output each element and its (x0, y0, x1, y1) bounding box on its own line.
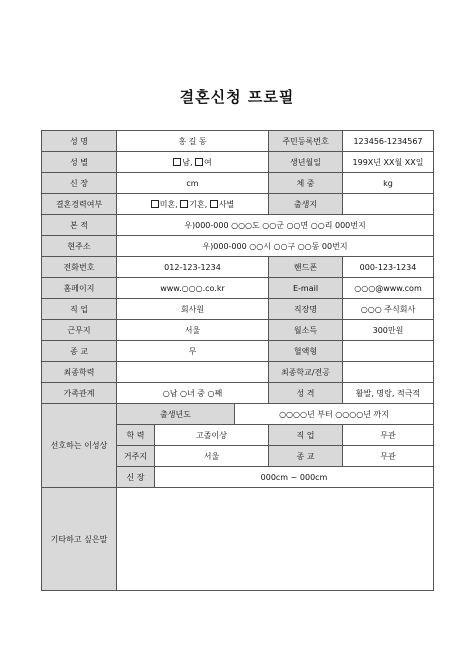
widowed-checkbox[interactable] (210, 200, 218, 208)
religion-value[interactable]: 무 (117, 341, 269, 362)
row-religion (42, 341, 434, 362)
male-checkbox[interactable] (173, 158, 181, 166)
weight-label: 체 중 (269, 173, 343, 194)
rrn-value[interactable]: 123456-1234567 (343, 131, 434, 152)
other-value[interactable] (117, 488, 434, 591)
family-label: 가족관계 (42, 383, 117, 404)
page-title: 결혼신청 프로필 (179, 88, 295, 106)
row-height (42, 173, 434, 194)
row-name (42, 131, 434, 152)
personality-label: 성 격 (269, 383, 343, 404)
row-phone (42, 257, 434, 278)
income-value[interactable]: 300만원 (343, 320, 434, 341)
row-address (42, 236, 434, 257)
blood-type-value[interactable] (343, 341, 434, 362)
homepage-label: 홈페이지 (42, 278, 117, 299)
ideal-residence-value[interactable]: 서울 (155, 446, 269, 467)
widowed-option-label: 사별 (218, 199, 235, 209)
birthplace-label: 출생지 (269, 194, 343, 215)
school-major-label: 최종학교/전공 (269, 362, 343, 383)
height-value[interactable]: cm (117, 173, 269, 194)
personality-value[interactable]: 활발, 명랑, 적극적 (343, 383, 434, 404)
single-option-label: 미혼, (159, 199, 181, 209)
ideal-birth-value[interactable]: ○○○○년 부터 ○○○○년 까지 (235, 404, 434, 425)
row-origin (42, 215, 434, 236)
birthplace-value[interactable] (343, 194, 434, 215)
education-value[interactable] (117, 362, 269, 383)
email-value[interactable]: ○○○@www.com (343, 278, 434, 299)
origin-label: 본 적 (42, 215, 117, 236)
ideal-religion-label: 종 교 (269, 446, 343, 467)
row-work (42, 320, 434, 341)
other-label: 기타하고 싶은말 (42, 488, 117, 591)
birthdate-value[interactable]: 199X년 XX월 XX일 (343, 152, 434, 173)
name-value[interactable]: 홍 길 동 (117, 131, 269, 152)
row-family (42, 383, 434, 404)
row-education (42, 362, 434, 383)
phone-label: 전화번호 (42, 257, 117, 278)
ideal-job-label: 직 업 (269, 425, 343, 446)
workplace-value[interactable]: 서울 (117, 320, 269, 341)
email-label: E-mail (269, 278, 343, 299)
married-option-label: 기혼, (189, 199, 210, 209)
marriage-options (117, 194, 269, 215)
job-value[interactable]: 회사원 (117, 299, 269, 320)
weight-value[interactable]: kg (343, 173, 434, 194)
profile-form (41, 130, 434, 591)
marriage-label: 결혼경력여부 (42, 194, 117, 215)
ideal-section-label: 선호하는 이성상 (42, 404, 117, 488)
company-value[interactable]: ○○○ 주식회사 (343, 299, 434, 320)
ideal-job-value[interactable]: 무관 (343, 425, 434, 446)
address-label: 현주소 (42, 236, 117, 257)
origin-value[interactable]: 우)000-000 ○○○도 ○○군 ○○면 ○○리 000번지 (117, 215, 434, 236)
height-label: 신 장 (42, 173, 117, 194)
ideal-edu-label: 학 력 (117, 425, 155, 446)
gender-label: 성 별 (42, 152, 117, 173)
phone-value[interactable]: 012-123-1234 (117, 257, 269, 278)
ideal-edu-value[interactable]: 고졸이상 (155, 425, 269, 446)
female-option-label: 여 (204, 157, 212, 167)
row-marriage (42, 194, 434, 215)
married-checkbox[interactable] (180, 200, 188, 208)
row-gender (42, 152, 434, 173)
mobile-value[interactable]: 000-123-1234 (343, 257, 434, 278)
homepage-value[interactable]: www.○○○.co.kr (117, 278, 269, 299)
gender-options (117, 152, 269, 173)
school-major-value[interactable] (343, 362, 434, 383)
ideal-birth-label: 출생년도 (117, 404, 235, 425)
single-checkbox[interactable] (151, 200, 159, 208)
rrn-label: 주민등록번호 (269, 131, 343, 152)
row-job (42, 299, 434, 320)
family-value[interactable]: ○남 ○녀 중 ○째 (117, 383, 269, 404)
male-option-label: 남, (182, 157, 196, 167)
job-label: 직 업 (42, 299, 117, 320)
female-checkbox[interactable] (195, 158, 203, 166)
income-label: 월소득 (269, 320, 343, 341)
workplace-label: 근무지 (42, 320, 117, 341)
row-other (42, 488, 434, 591)
ideal-residence-label: 거주지 (117, 446, 155, 467)
mobile-label: 핸드폰 (269, 257, 343, 278)
religion-label: 종 교 (42, 341, 117, 362)
education-label: 최종학력 (42, 362, 117, 383)
row-web (42, 278, 434, 299)
ideal-height-value[interactable]: 000cm ~ 000cm (155, 467, 434, 488)
name-label: 성 명 (42, 131, 117, 152)
company-label: 직장명 (269, 299, 343, 320)
row-ideal-birth (42, 404, 434, 425)
ideal-height-label: 신 장 (117, 467, 155, 488)
ideal-religion-value[interactable]: 무관 (343, 446, 434, 467)
blood-type-label: 혈액형 (269, 341, 343, 362)
birthdate-label: 생년월일 (269, 152, 343, 173)
address-value[interactable]: 우)000-000 ○○시 ○○구 ○○동 00번지 (117, 236, 434, 257)
